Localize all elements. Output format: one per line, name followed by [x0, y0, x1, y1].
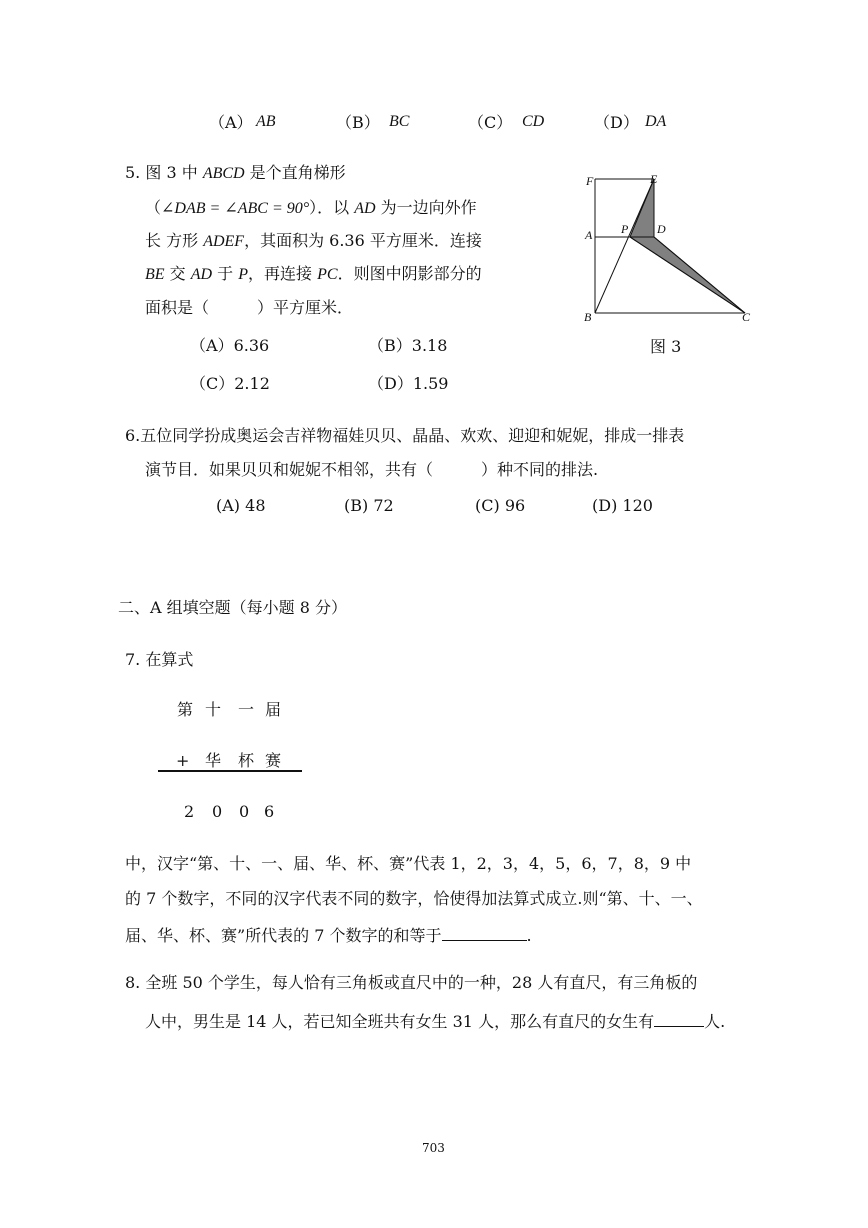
- q5-text: ．则图中阴影部分的: [337, 264, 482, 283]
- q5-line-1: [125, 165, 346, 182]
- q7-line-4-end: .: [526, 926, 532, 945]
- q7-row2-char-2: 杯: [238, 751, 255, 770]
- q5-option-d-label: （D）: [368, 374, 413, 393]
- q5-text: 交: [164, 264, 191, 283]
- q6-option-c-label: (C): [475, 496, 500, 515]
- q5-line-5: 面积是（ ）平方厘米．: [145, 298, 354, 317]
- q4-option-a-label: （A）: [209, 113, 253, 132]
- q7-row3-digit-3: 0: [239, 802, 250, 821]
- q8-answer-blank[interactable]: [654, 1012, 704, 1027]
- q5-text-ad: AD: [354, 200, 376, 217]
- q6-option-a-value: 48: [245, 496, 266, 515]
- q5-text: 图 3 中: [145, 163, 203, 182]
- q7-row2-char-3: 赛: [265, 751, 282, 770]
- q5-text: 于: [212, 264, 239, 283]
- q7-answer-blank[interactable]: [442, 926, 527, 941]
- q4-option-a-value: AB: [256, 113, 276, 130]
- q7-line-1: 7. 在算式: [125, 650, 194, 669]
- q7-line-3: 的 7 个数字，不同的汉字代表不同的数字，恰使得加法算式成立.则“第、十、一、: [125, 889, 703, 908]
- page-number: 703: [422, 1141, 445, 1155]
- q5-option-c: [190, 376, 270, 392]
- label-d: D: [657, 222, 666, 236]
- q6-option-c-value: 96: [504, 496, 526, 515]
- label-f: F: [586, 174, 594, 188]
- label-p: P: [621, 222, 629, 236]
- q4-option-b-label: （B）: [336, 113, 380, 132]
- figure-3-caption: 图 3: [650, 337, 682, 356]
- q6-option-d-value: 120: [622, 496, 653, 515]
- q7-row2-char-1: 华: [205, 751, 222, 770]
- q5-text: 为一边向外作: [375, 198, 477, 217]
- q6-option-d: [592, 498, 653, 514]
- label-a: A: [585, 228, 593, 242]
- q8-line-2-text: 人中，男生是 14 人，若已知全班共有女生 31 人，那么有直尺的女生有: [145, 1012, 655, 1031]
- q5-option-a-value: 6.36: [233, 336, 270, 355]
- q6-option-b-value: 72: [373, 496, 394, 515]
- q6-line-1: 6.五位同学扮成奥运会吉祥物福娃贝贝、晶晶、欢欢、迎迎和妮妮，排成一排表: [125, 426, 685, 445]
- q6-option-a-label: (A): [216, 496, 241, 515]
- q5-line-4: [145, 266, 482, 283]
- q5-text-p: P: [238, 266, 249, 283]
- q7-line-4: [125, 926, 532, 944]
- q7-row3-digit-1: 2: [184, 802, 195, 821]
- q6-option-d-label: (D): [592, 496, 618, 515]
- segment-pc: [630, 237, 745, 313]
- q5-text-abcd: ABCD: [202, 165, 245, 182]
- q6-line-2: 演节目．如果贝贝和妮妮不相邻，共有（ ）种不同的排法.: [145, 460, 599, 479]
- q7-row1-char-4: 届: [265, 700, 282, 719]
- q5-text: （: [145, 198, 162, 217]
- q6-option-a: [216, 498, 266, 514]
- q6-option-c: [475, 498, 525, 514]
- q5-text: ，其面积为 6.36 平方厘米．连接: [244, 231, 482, 250]
- q7-row1-char-3: 一: [238, 700, 255, 719]
- label-e: E: [650, 172, 658, 186]
- q6-option-b-label: (B): [344, 496, 369, 515]
- q5-text: 是个直角梯形: [244, 163, 346, 182]
- q4-option-c-label: （C）: [468, 113, 513, 132]
- q5-text: ）．以: [309, 198, 355, 217]
- q5-text-adef: ADEF: [203, 233, 245, 250]
- q5-number: 5.: [125, 163, 141, 182]
- q5-option-c-label: （C）: [190, 374, 235, 393]
- q7-row3-digit-2: 0: [212, 802, 223, 821]
- q7-plus-sign: +: [176, 751, 190, 770]
- label-b: B: [584, 310, 592, 324]
- q7-row1-char-2: 十: [205, 700, 222, 719]
- q5-option-a-label: （A）: [190, 336, 234, 355]
- q5-text-pc: PC: [317, 266, 338, 283]
- segment-dc: [654, 237, 745, 313]
- q5-option-b: [368, 338, 447, 354]
- q5-option-d-value: 1.59: [412, 374, 449, 393]
- q7-sum-line: [158, 770, 302, 772]
- q5-option-b-value: 3.18: [411, 336, 448, 355]
- q5-text: 长 方形: [145, 231, 204, 250]
- q5-text: ，再连接: [248, 264, 318, 283]
- q5-option-a: [190, 338, 269, 354]
- q5-angle-condition: ∠DAB = ∠ABC = 90°: [161, 200, 310, 217]
- q7-row3-digit-4: 6: [264, 802, 275, 821]
- q4-option-d-label: （D）: [594, 113, 639, 132]
- q5-line-3: [145, 233, 482, 250]
- q8-line-2: [145, 1012, 725, 1030]
- q5-option-c-value: 2.12: [234, 374, 270, 393]
- q6-option-b: [344, 498, 394, 514]
- q4-option-b-value: BC: [389, 113, 410, 130]
- q7-line-4-text: 届、华、杯、赛”所代表的 7 个数字的和等于: [125, 926, 442, 945]
- q4-option-c-value: CD: [522, 113, 545, 130]
- q7-row1-char-1: 第: [177, 700, 194, 719]
- q8-line-1: 8. 全班 50 个学生，每人恰有三角板或直尺中的一种，28 人有直尺，有三角板的: [125, 973, 698, 992]
- q5-text-be: BE: [145, 266, 165, 283]
- figure-3-diagram: [575, 165, 765, 330]
- q5-option-b-label: （B）: [368, 336, 412, 355]
- q5-line-2: [145, 200, 477, 217]
- q8-line-2-end: 人.: [704, 1012, 726, 1031]
- section-2-heading: 二、A 组填空题（每小题 8 分）: [118, 598, 347, 617]
- q5-option-d: [368, 376, 448, 392]
- q4-option-d-value: DA: [645, 113, 667, 130]
- q5-text-ad: AD: [190, 266, 213, 283]
- label-c: C: [742, 310, 751, 324]
- q7-line-2: 中，汉字“第、十、一、届、华、杯、赛”代表 1，2，3，4，5，6，7，8，9 中: [125, 854, 692, 873]
